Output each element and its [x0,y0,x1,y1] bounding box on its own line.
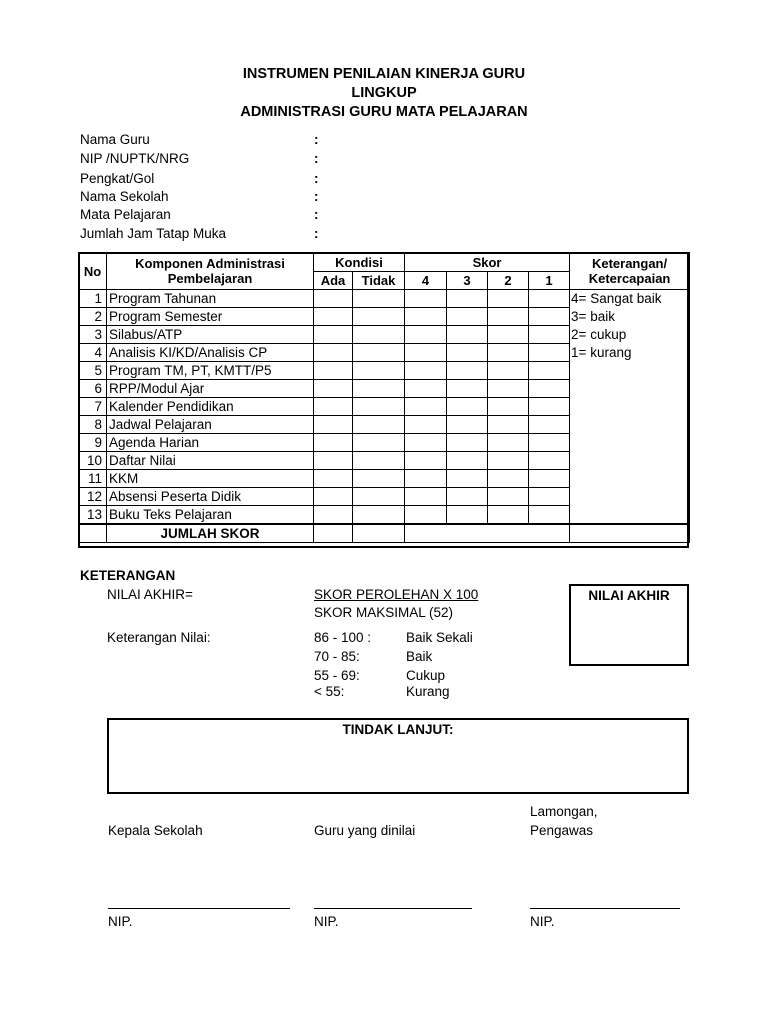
identity-colon: : [314,171,319,186]
row-no: 9 [79,434,107,452]
form-title-line-2: LINGKUP [351,85,417,101]
assessment-table [78,252,690,543]
cell-skor-1[interactable] [529,290,570,308]
header-tidak: Tidak [353,272,405,290]
cell-skor-2[interactable] [488,452,529,470]
sum-no-cell [79,524,107,543]
identity-row-nip [80,151,380,169]
cell-ada[interactable] [314,362,353,380]
scale-range: 70 - 85: [314,649,360,664]
row-komponen: Program TM, PT, KMTT/P5 [107,362,314,380]
identity-row-nama-sekolah [80,189,380,207]
cell-skor-3[interactable] [447,452,488,470]
cell-skor-4[interactable] [405,380,447,398]
cell-skor-4[interactable] [405,488,447,506]
cell-skor-4[interactable] [405,506,447,525]
row-komponen: Agenda Harian [107,434,314,452]
cell-skor-2[interactable] [488,506,529,525]
cell-skor-1[interactable] [529,506,570,525]
cell-skor-4[interactable] [405,416,447,434]
sum-tidak[interactable] [353,524,405,543]
cell-skor-4[interactable] [405,362,447,380]
header-skor-3: 3 [447,272,488,290]
cell-skor-1[interactable] [529,398,570,416]
cell-skor-3[interactable] [447,290,488,308]
row-komponen: Buku Teks Pelajaran [107,506,314,525]
identity-row-jam-tatap-muka [80,226,380,244]
row-no: 6 [79,380,107,398]
cell-skor-1[interactable] [529,470,570,488]
tindak-lanjut-label: TINDAK LANJUT: [342,722,454,737]
cell-ada[interactable] [314,470,353,488]
cell-ada[interactable] [314,326,353,344]
cell-tidak[interactable] [353,344,405,362]
header-skor-4: 4 [405,272,447,290]
cell-skor-2[interactable] [488,470,529,488]
row-komponen: Program Semester [107,308,314,326]
row-no: 8 [79,416,107,434]
cell-skor-3[interactable] [447,416,488,434]
row-komponen: Kalender Pendidikan [107,398,314,416]
note-sangat-baik: 4= Sangat baik [571,291,662,306]
cell-skor-2[interactable] [488,290,529,308]
signature-kepala-label: Kepala Sekolah [108,823,203,838]
cell-tidak[interactable] [353,326,405,344]
cell-tidak[interactable] [353,488,405,506]
cell-skor-1[interactable] [529,380,570,398]
nip-guru: NIP. [314,914,339,929]
row-no: 7 [79,398,107,416]
identity-label: NIP /NUPTK/NRG [80,151,190,166]
identity-label: Mata Pelajaran [80,207,171,222]
cell-skor-2[interactable] [488,344,529,362]
identity-label: Jumlah Jam Tatap Muka [80,226,227,241]
cell-ada[interactable] [314,488,353,506]
cell-ada[interactable] [314,344,353,362]
row-komponen: Silabus/ATP [107,326,314,344]
cell-skor-2[interactable] [488,488,529,506]
row-komponen: KKM [107,470,314,488]
cell-skor-3[interactable] [447,344,488,362]
header-keterangan: Keterangan/ Ketercapaian [570,253,690,290]
formula-numerator: SKOR PEROLEHAN X 100 [314,587,479,602]
note-kurang: 1= kurang [571,345,632,360]
row-komponen: RPP/Modul Ajar [107,380,314,398]
signature-place: Lamongan, [530,804,598,819]
scale-desc: Kurang [406,684,450,699]
cell-tidak[interactable] [353,308,405,326]
table-row [79,290,690,308]
identity-row-nama-guru [80,132,380,150]
row-no: 10 [79,452,107,470]
scale-desc: Baik [406,649,433,664]
cell-skor-2[interactable] [488,398,529,416]
cell-skor-2[interactable] [488,434,529,452]
row-komponen: Daftar Nilai [107,452,314,470]
cell-tidak[interactable] [353,398,405,416]
signature-line-guru[interactable] [314,908,472,909]
row-komponen: Jadwal Pelajaran [107,416,314,434]
cell-ada[interactable] [314,380,353,398]
cell-skor-3[interactable] [447,434,488,452]
form-title-line-3: ADMINISTRASI GURU MATA PELAJARAN [240,104,528,120]
header-kondisi: Kondisi [314,253,405,272]
cell-skor-1[interactable] [529,308,570,326]
row-komponen: Program Tahunan [107,290,314,308]
cell-ada[interactable] [314,308,353,326]
cell-ada[interactable] [314,290,353,308]
cell-skor-1[interactable] [529,326,570,344]
cell-skor-2[interactable] [488,326,529,344]
header-ada: Ada [314,272,353,290]
formula-denominator: SKOR MAKSIMAL (52) [314,605,454,620]
cell-tidak[interactable] [353,506,405,525]
signature-line-kepala[interactable] [108,908,290,909]
cell-skor-1[interactable] [529,488,570,506]
cell-tidak[interactable] [353,290,405,308]
cell-skor-3[interactable] [447,470,488,488]
header-komponen: Komponen Administrasi Pembelajaran [107,253,314,290]
scale-range: 86 - 100 : [314,630,372,645]
row-komponen: Analisis KI/KD/Analisis CP [107,344,314,362]
cell-tidak[interactable] [353,362,405,380]
cell-skor-1[interactable] [529,434,570,452]
nilai-akhir-label: NILAI AKHIR= [107,587,193,602]
sum-skor[interactable] [405,524,570,543]
cell-skor-4[interactable] [405,434,447,452]
sum-keterangan[interactable] [570,524,690,543]
identity-label: Nama Sekolah [80,189,169,204]
cell-skor-1[interactable] [529,344,570,362]
cell-tidak[interactable] [353,452,405,470]
nip-pengawas: NIP. [530,914,555,929]
note-cukup: 2= cukup [571,327,627,342]
sum-label: JUMLAH SKOR [107,524,314,543]
cell-skor-4[interactable] [405,470,447,488]
header-skor: Skor [405,253,570,272]
identity-row-mata-pelajaran [80,207,380,225]
nilai-akhir-box-label: NILAI AKHIR [588,588,670,603]
identity-label: Nama Guru [80,132,150,147]
signature-guru-label: Guru yang dinilai [314,823,416,838]
cell-skor-2[interactable] [488,362,529,380]
cell-skor-3[interactable] [447,308,488,326]
cell-ada[interactable] [314,434,353,452]
cell-tidak[interactable] [353,380,405,398]
cell-skor-4[interactable] [405,326,447,344]
cell-skor-3[interactable] [447,398,488,416]
cell-ada[interactable] [314,452,353,470]
header-skor-2: 2 [488,272,529,290]
cell-skor-2[interactable] [488,380,529,398]
table-sum-row [79,524,690,543]
note-baik: 3= baik [571,309,615,324]
cell-tidak[interactable] [353,416,405,434]
cell-skor-3[interactable] [447,488,488,506]
scale-desc: Cukup [406,668,446,683]
cell-skor-3[interactable] [447,326,488,344]
keterangan-notes [570,290,690,525]
identity-colon: : [314,207,319,222]
identity-colon: : [314,151,319,166]
row-no: 5 [79,362,107,380]
cell-skor-3[interactable] [447,380,488,398]
row-komponen: Absensi Peserta Didik [107,488,314,506]
cell-skor-1[interactable] [529,452,570,470]
cell-skor-3[interactable] [447,362,488,380]
keterangan-heading: KETERANGAN [80,568,176,583]
cell-skor-2[interactable] [488,416,529,434]
cell-ada[interactable] [314,506,353,525]
signature-pengawas-label: Pengawas [530,823,594,838]
row-no: 12 [79,488,107,506]
cell-skor-4[interactable] [405,452,447,470]
cell-skor-1[interactable] [529,362,570,380]
row-no: 4 [79,344,107,362]
row-no: 2 [79,308,107,326]
cell-tidak[interactable] [353,434,405,452]
identity-label: Pengkat/Gol [80,171,155,186]
scale-range: 55 - 69: [314,668,360,683]
cell-ada[interactable] [314,416,353,434]
cell-skor-2[interactable] [488,308,529,326]
identity-row-pangkat [80,171,380,189]
row-no: 3 [79,326,107,344]
cell-skor-4[interactable] [405,308,447,326]
cell-skor-4[interactable] [405,344,447,362]
scale-desc: Baik Sekali [406,630,473,645]
row-no: 1 [79,290,107,308]
identity-colon: : [314,132,319,147]
form-title-line-1: INSTRUMEN PENILAIAN KINERJA GURU [242,66,526,82]
cell-skor-4[interactable] [405,398,447,416]
cell-ada[interactable] [314,398,353,416]
identity-colon: : [314,226,319,241]
keterangan-nilai-label: Keterangan Nilai: [107,630,211,645]
row-no: 11 [79,470,107,488]
identity-colon: : [314,189,319,204]
row-no: 13 [79,506,107,525]
header-skor-1: 1 [529,272,570,290]
cell-skor-1[interactable] [529,416,570,434]
cell-skor-4[interactable] [405,290,447,308]
sum-ada[interactable] [314,524,353,543]
nilai-akhir-box[interactable] [569,584,689,666]
tindak-lanjut-box[interactable] [107,718,689,794]
cell-tidak[interactable] [353,470,405,488]
cell-skor-3[interactable] [447,506,488,525]
nip-kepala: NIP. [108,914,133,929]
header-no: No [79,253,107,290]
signature-line-pengawas[interactable] [530,908,680,909]
scale-range: < 55: [314,684,345,699]
